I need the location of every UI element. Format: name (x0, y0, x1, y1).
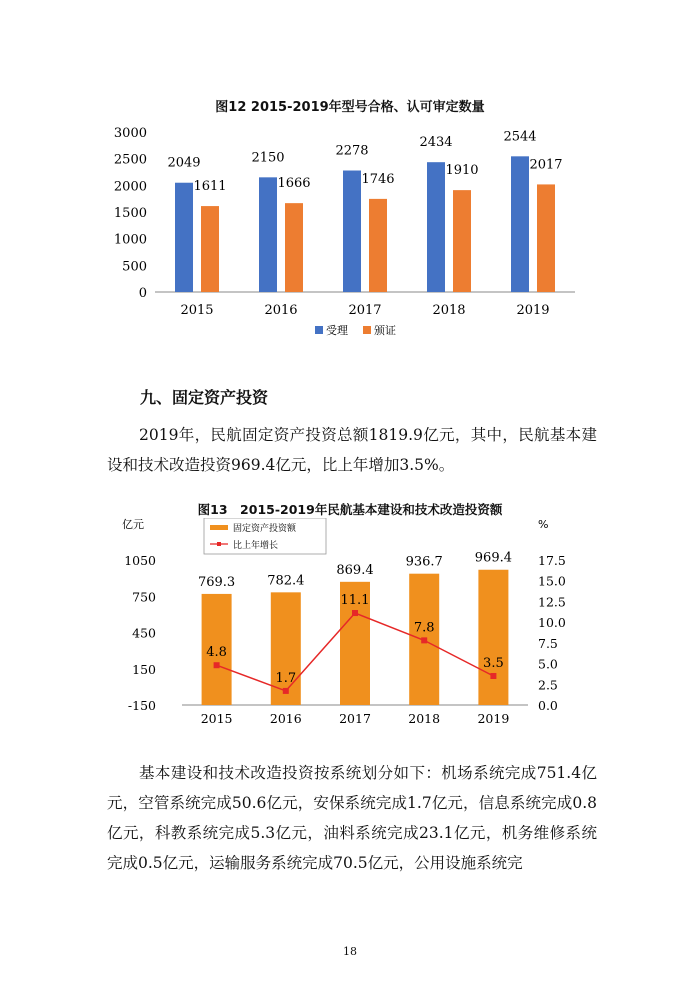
x-tick-label: 2016 (269, 711, 302, 726)
x-tick-label: 2019 (477, 711, 510, 726)
y-axis-label-left: 亿元 (122, 518, 144, 531)
data-label: 1611 (193, 179, 227, 195)
paragraph-investment-total: 2019年，民航固定资产投资总额1819.9亿元，其中，民航基本建设和技术改造投资969.4亿元，比上年增加3.5%。 (107, 426, 597, 474)
growth-marker (490, 673, 496, 679)
legend-marker (217, 542, 221, 546)
bar-certified (369, 199, 387, 292)
bar-certified (453, 190, 471, 292)
y-tick-label-right: 7.5 (538, 635, 558, 651)
growth-marker (283, 688, 289, 694)
paragraph-investment-breakdown: 基本建设和技术改造投资按系统划分如下：机场系统完成751.4亿元，空管系统完成50.6亿元，安保系统完成1.7亿元，信息系统完成0.8亿元，科教系统完成5.3亿元，油料系统完成23.1亿元，机务维修系统完成0.5亿元，运输服务系统完成70.5亿元，公用设施系统完 (107, 764, 597, 872)
growth-data-label: 7.8 (413, 620, 435, 636)
x-tick-label: 2019 (516, 303, 550, 318)
bar-data-label: 769.3 (197, 574, 236, 590)
x-tick-label: 2018 (408, 711, 441, 726)
data-label: 2434 (419, 135, 453, 151)
growth-marker (421, 637, 427, 643)
data-label: 2150 (251, 150, 285, 166)
y-axis-label-right: % (538, 518, 549, 531)
y-tick-label: 0 (138, 286, 147, 301)
bar-accepted (343, 171, 361, 292)
bar-investment (478, 570, 508, 705)
growth-marker (352, 610, 358, 616)
bar-data-label: 936.7 (405, 554, 443, 570)
section-heading: 九、固定资产投资 (140, 388, 269, 407)
data-label: 1910 (445, 163, 479, 179)
bar-accepted (259, 177, 277, 292)
legend-label-line: 比上年增长 (233, 541, 279, 551)
y-tick-label-right: 17.5 (538, 553, 566, 568)
x-tick-label: 2018 (432, 303, 466, 318)
y-tick-label: 3000 (113, 126, 147, 141)
y-tick-label-right: 15.0 (538, 573, 566, 589)
legend-swatch-bar (210, 525, 228, 530)
y-tick-label-right: 2.5 (538, 677, 558, 693)
growth-marker (214, 662, 220, 668)
legend-label: 受理 (326, 324, 348, 337)
bar-data-label: 782.4 (267, 573, 305, 589)
data-label: 2278 (335, 143, 369, 159)
x-tick-label: 2017 (348, 303, 382, 318)
growth-data-label: 4.8 (206, 645, 227, 661)
bar-accepted (511, 156, 529, 292)
chart-type-approvals (100, 120, 590, 350)
growth-data-label: 1.7 (275, 670, 297, 686)
growth-data-label: 3.5 (483, 656, 504, 671)
growth-data-label: 11.1 (340, 593, 370, 609)
y-tick-label: 500 (122, 259, 147, 275)
data-label: 1666 (277, 176, 311, 192)
bar-data-label: 969.4 (474, 550, 513, 566)
y-tick-label-right: 0.0 (538, 698, 558, 713)
legend-label-bar: 固定资产投资额 (233, 524, 297, 534)
y-tick-label-right: 5.0 (538, 656, 558, 672)
y-tick-label: 1500 (113, 206, 147, 221)
y-tick-label-left: 150 (132, 661, 156, 677)
y-tick-label: 2000 (113, 179, 147, 195)
data-label: 2544 (503, 129, 537, 145)
bar-data-label: 869.4 (336, 562, 374, 578)
y-tick-label-left: 450 (132, 625, 156, 641)
legend-swatch (315, 326, 323, 334)
data-label: 2049 (167, 155, 201, 171)
bar-certified (285, 203, 303, 292)
bar-certified (537, 184, 555, 292)
page-number: 18 (343, 945, 357, 958)
legend-swatch (363, 326, 371, 334)
x-tick-label: 2016 (264, 303, 298, 318)
y-tick-label-right: 12.5 (538, 594, 566, 610)
bar-certified (201, 206, 219, 292)
y-tick-label-left: -150 (127, 698, 156, 713)
x-tick-label: 2017 (339, 711, 371, 726)
bar-accepted (175, 183, 193, 292)
chart-investment (100, 518, 590, 733)
y-tick-label-left: 1050 (124, 553, 156, 568)
y-tick-label-right: 10.0 (538, 615, 566, 631)
data-label: 2017 (529, 157, 563, 173)
x-tick-label: 2015 (180, 303, 214, 318)
y-tick-label-left: 750 (132, 589, 156, 605)
y-tick-label: 1000 (113, 232, 147, 248)
y-tick-label: 2500 (113, 152, 147, 168)
legend-label: 颁证 (374, 324, 396, 337)
figure12-title: 图12 2015-2019年型号合格、认可审定数量 (215, 100, 485, 115)
x-tick-label: 2015 (200, 711, 233, 726)
figure13-title: 图13 2015-2019年民航基本建设和技术改造投资额 (197, 502, 503, 517)
data-label: 1746 (361, 171, 395, 187)
bar-accepted (427, 162, 445, 292)
